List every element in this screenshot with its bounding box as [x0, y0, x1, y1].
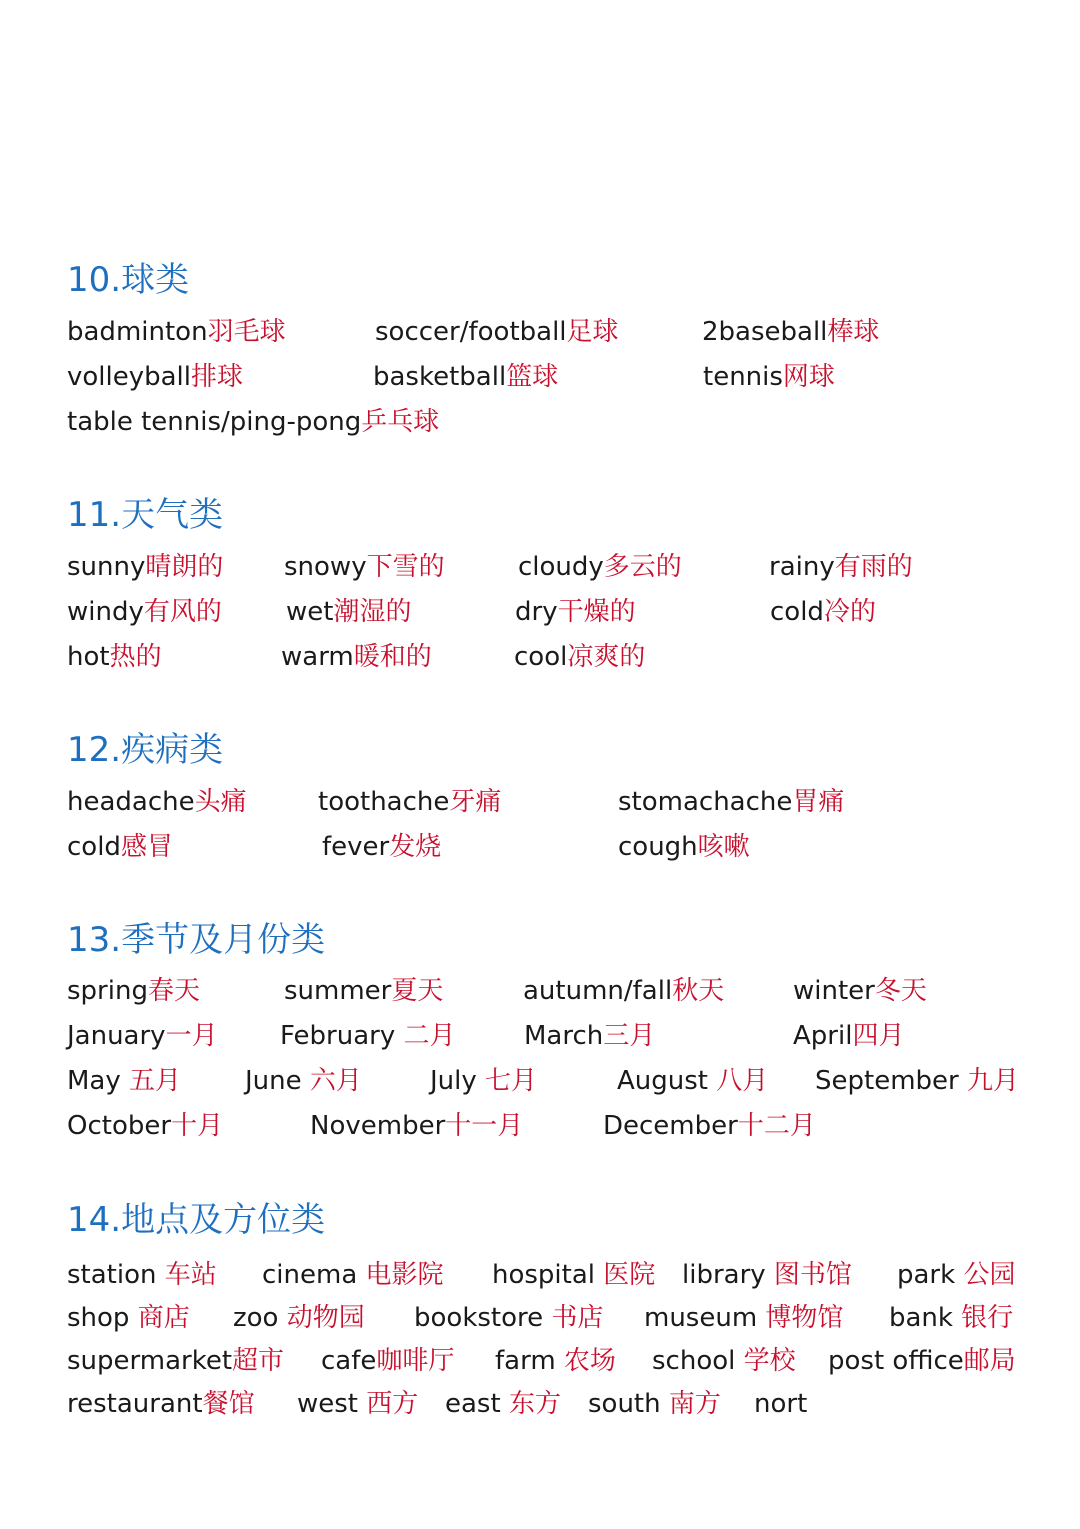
chinese-meaning: 多云的 [603, 552, 682, 582]
english-word: October [67, 1111, 172, 1141]
english-word: sunny [67, 552, 146, 582]
vocab-row [0, 1061, 1080, 1101]
english-word: hot [67, 642, 110, 672]
chinese-meaning: 发烧 [389, 832, 442, 862]
chinese-meaning: 十一月 [445, 1111, 524, 1141]
english-word: badminton [67, 317, 208, 347]
chinese-meaning: 书店 [551, 1303, 604, 1333]
chinese-meaning: 超市 [232, 1346, 285, 1376]
chinese-meaning: 五月 [129, 1066, 182, 1096]
chinese-meaning: 十月 [171, 1111, 224, 1141]
vocab-row [0, 1298, 1080, 1338]
vocab-row [0, 592, 1080, 632]
chinese-meaning: 农场 [563, 1346, 616, 1376]
english-word: school [652, 1346, 744, 1376]
vocab-item [67, 782, 247, 822]
chinese-meaning: 胃痛 [792, 787, 845, 817]
chinese-meaning: 足球 [566, 317, 619, 347]
chinese-meaning: 晴朗的 [145, 552, 224, 582]
english-word: headache [67, 787, 195, 817]
vocab-row [0, 637, 1080, 677]
chinese-meaning: 三月 [603, 1021, 656, 1051]
chinese-meaning: 商店 [137, 1303, 190, 1333]
english-word: spring [67, 976, 148, 1006]
chinese-meaning: 棒球 [827, 317, 880, 347]
english-word: east [445, 1389, 509, 1419]
english-word: table tennis/ping-pong [67, 407, 362, 437]
english-word: bank [889, 1303, 962, 1333]
vocab-item [322, 827, 441, 867]
chinese-meaning: 八月 [716, 1066, 769, 1096]
english-word: park [897, 1260, 964, 1290]
vocab-item [280, 1016, 456, 1056]
english-word: volleyball [67, 362, 192, 392]
vocab-item [321, 1341, 454, 1381]
english-word: zoo [233, 1303, 287, 1333]
vocab-item [373, 357, 558, 397]
vocab-item [67, 1384, 255, 1424]
vocab-row [0, 971, 1080, 1011]
english-word: restaurant [67, 1389, 203, 1419]
vocab-item [67, 592, 222, 632]
chinese-meaning: 春天 [147, 976, 200, 1006]
chinese-meaning: 暖和的 [353, 642, 432, 672]
vocab-item [67, 547, 223, 587]
english-word: July [430, 1066, 486, 1096]
english-word: museum [644, 1303, 766, 1333]
chinese-meaning: 干燥的 [557, 597, 636, 627]
english-word: May [67, 1066, 130, 1096]
english-word: wet [286, 597, 334, 627]
vocab-item [769, 547, 913, 587]
vocab-item [889, 1298, 1013, 1338]
english-word: post office [828, 1346, 964, 1376]
english-word: toothache [318, 787, 450, 817]
vocab-item [617, 1061, 768, 1101]
chinese-meaning: 有雨的 [834, 552, 913, 582]
english-word: February [280, 1021, 404, 1051]
english-word: warm [281, 642, 354, 672]
chinese-meaning: 学校 [743, 1346, 796, 1376]
vocab-item [375, 312, 619, 352]
chinese-meaning: 下雪的 [366, 552, 445, 582]
vocab-item [67, 312, 286, 352]
chinese-meaning: 排球 [191, 362, 244, 392]
vocab-item [793, 971, 927, 1011]
english-word: autumn/fall [523, 976, 673, 1006]
vocab-item [67, 1255, 217, 1295]
vocab-item [310, 1106, 523, 1146]
section-title: 11.天气类 [67, 495, 224, 535]
english-word: library [682, 1260, 774, 1290]
english-word: soccer/football [375, 317, 567, 347]
vocab-item [618, 782, 844, 822]
chinese-meaning: 银行 [961, 1303, 1014, 1333]
vocab-item [67, 1341, 284, 1381]
english-word: cold [67, 832, 121, 862]
vocab-item [286, 592, 411, 632]
vocab-item [284, 971, 443, 1011]
section-title: 10.球类 [67, 260, 190, 300]
vocab-item [445, 1384, 561, 1424]
english-word: April [793, 1021, 853, 1051]
vocab-item [828, 1341, 1016, 1381]
english-word: December [603, 1111, 738, 1141]
english-word: rainy [769, 552, 835, 582]
chinese-meaning: 咳嗽 [697, 832, 750, 862]
english-word: September [815, 1066, 967, 1096]
vocab-row [0, 357, 1080, 397]
vocab-item [430, 1061, 537, 1101]
vocab-item [514, 637, 645, 677]
english-word: cough [618, 832, 698, 862]
english-word: 2baseball [702, 317, 828, 347]
vocab-item [770, 592, 876, 632]
vocab-row [0, 1106, 1080, 1146]
chinese-meaning: 篮球 [506, 362, 559, 392]
english-word: windy [67, 597, 144, 627]
vocab-item [281, 637, 432, 677]
vocab-row [0, 1016, 1080, 1056]
vocab-item [815, 1061, 1019, 1101]
english-word: dry [515, 597, 558, 627]
vocab-item [67, 1016, 218, 1056]
vocab-item [515, 592, 636, 632]
chinese-meaning: 西方 [366, 1389, 419, 1419]
english-word: nort [754, 1389, 808, 1419]
chinese-meaning: 九月 [966, 1066, 1019, 1096]
vocab-item [414, 1298, 603, 1338]
section-title: 14.地点及方位类 [67, 1200, 326, 1240]
vocab-item [702, 312, 879, 352]
english-word: station [67, 1260, 165, 1290]
english-word: November [310, 1111, 446, 1141]
english-word: snowy [284, 552, 367, 582]
vocab-item [644, 1298, 843, 1338]
section-title: 12.疾病类 [67, 730, 224, 770]
chinese-meaning: 秋天 [672, 976, 725, 1006]
vocab-row [0, 1341, 1080, 1381]
chinese-meaning: 公园 [963, 1260, 1016, 1290]
chinese-meaning: 冷的 [823, 597, 876, 627]
chinese-meaning: 南方 [668, 1389, 721, 1419]
vocab-row [0, 312, 1080, 352]
english-word: winter [793, 976, 875, 1006]
chinese-meaning: 凉爽的 [567, 642, 646, 672]
english-word: hospital [492, 1260, 604, 1290]
english-word: west [297, 1389, 367, 1419]
vocab-item [67, 1061, 181, 1101]
chinese-meaning: 热的 [109, 642, 162, 672]
english-word: shop [67, 1303, 138, 1333]
chinese-meaning: 有风的 [143, 597, 222, 627]
chinese-meaning: 东方 [508, 1389, 561, 1419]
english-word: cinema [262, 1260, 366, 1290]
english-word: August [617, 1066, 717, 1096]
vocab-row [0, 1255, 1080, 1295]
english-word: south [588, 1389, 669, 1419]
chinese-meaning: 四月 [852, 1021, 905, 1051]
chinese-meaning: 羽毛球 [207, 317, 286, 347]
english-word: fever [322, 832, 390, 862]
vocab-row [0, 782, 1080, 822]
chinese-meaning: 夏天 [391, 976, 444, 1006]
english-word: cool [514, 642, 568, 672]
vocab-item [603, 1106, 816, 1146]
chinese-meaning: 餐馆 [202, 1389, 255, 1419]
english-word: cafe [321, 1346, 377, 1376]
english-word: June [245, 1066, 310, 1096]
english-word: farm [495, 1346, 564, 1376]
vocab-item [67, 402, 439, 442]
english-word: summer [284, 976, 392, 1006]
chinese-meaning: 感冒 [120, 832, 173, 862]
chinese-meaning: 动物园 [286, 1303, 365, 1333]
chinese-meaning: 头痛 [194, 787, 247, 817]
vocab-item [703, 357, 835, 397]
vocab-item [754, 1384, 807, 1424]
vocab-item [524, 1016, 655, 1056]
chinese-meaning: 博物馆 [765, 1303, 844, 1333]
chinese-meaning: 牙痛 [449, 787, 502, 817]
chinese-meaning: 医院 [603, 1260, 656, 1290]
vocab-item [67, 1298, 190, 1338]
chinese-meaning: 七月 [485, 1066, 538, 1096]
vocab-item [793, 1016, 904, 1056]
english-word: basketball [373, 362, 507, 392]
english-word: cold [770, 597, 824, 627]
vocab-item [523, 971, 724, 1011]
chinese-meaning: 六月 [309, 1066, 362, 1096]
section-title: 13.季节及月份类 [67, 920, 326, 960]
vocab-item [492, 1255, 655, 1295]
vocab-item [518, 547, 682, 587]
chinese-meaning: 网球 [782, 362, 835, 392]
chinese-meaning: 二月 [403, 1021, 456, 1051]
chinese-meaning: 电影院 [365, 1260, 444, 1290]
chinese-meaning: 一月 [165, 1021, 218, 1051]
vocab-item [897, 1255, 1015, 1295]
vocab-item [318, 782, 501, 822]
chinese-meaning: 冬天 [874, 976, 927, 1006]
chinese-meaning: 十二月 [737, 1111, 816, 1141]
vocab-row [0, 402, 1080, 442]
chinese-meaning: 乒乓球 [361, 407, 440, 437]
vocab-item [67, 357, 243, 397]
chinese-meaning: 潮湿的 [333, 597, 412, 627]
vocab-row [0, 547, 1080, 587]
vocab-item [495, 1341, 616, 1381]
english-word: stomachache [618, 787, 793, 817]
english-word: cloudy [518, 552, 604, 582]
vocab-item [67, 637, 162, 677]
english-word: tennis [703, 362, 783, 392]
vocab-row [0, 827, 1080, 867]
vocab-item [588, 1384, 721, 1424]
english-word: supermarket [67, 1346, 233, 1376]
vocab-item [284, 547, 445, 587]
english-word: January [67, 1021, 166, 1051]
vocab-item [245, 1061, 362, 1101]
chinese-meaning: 咖啡厅 [376, 1346, 455, 1376]
vocab-item [652, 1341, 796, 1381]
vocab-item [262, 1255, 444, 1295]
vocab-item [67, 827, 173, 867]
vocab-item [297, 1384, 418, 1424]
vocab-item [67, 971, 200, 1011]
english-word: March [524, 1021, 604, 1051]
chinese-meaning: 图书馆 [773, 1260, 852, 1290]
vocab-item [233, 1298, 365, 1338]
chinese-meaning: 邮局 [963, 1346, 1016, 1376]
vocab-item [67, 1106, 223, 1146]
english-word: bookstore [414, 1303, 552, 1333]
vocab-item [682, 1255, 852, 1295]
chinese-meaning: 车站 [164, 1260, 217, 1290]
vocab-row [0, 1384, 1080, 1424]
vocab-item [618, 827, 750, 867]
